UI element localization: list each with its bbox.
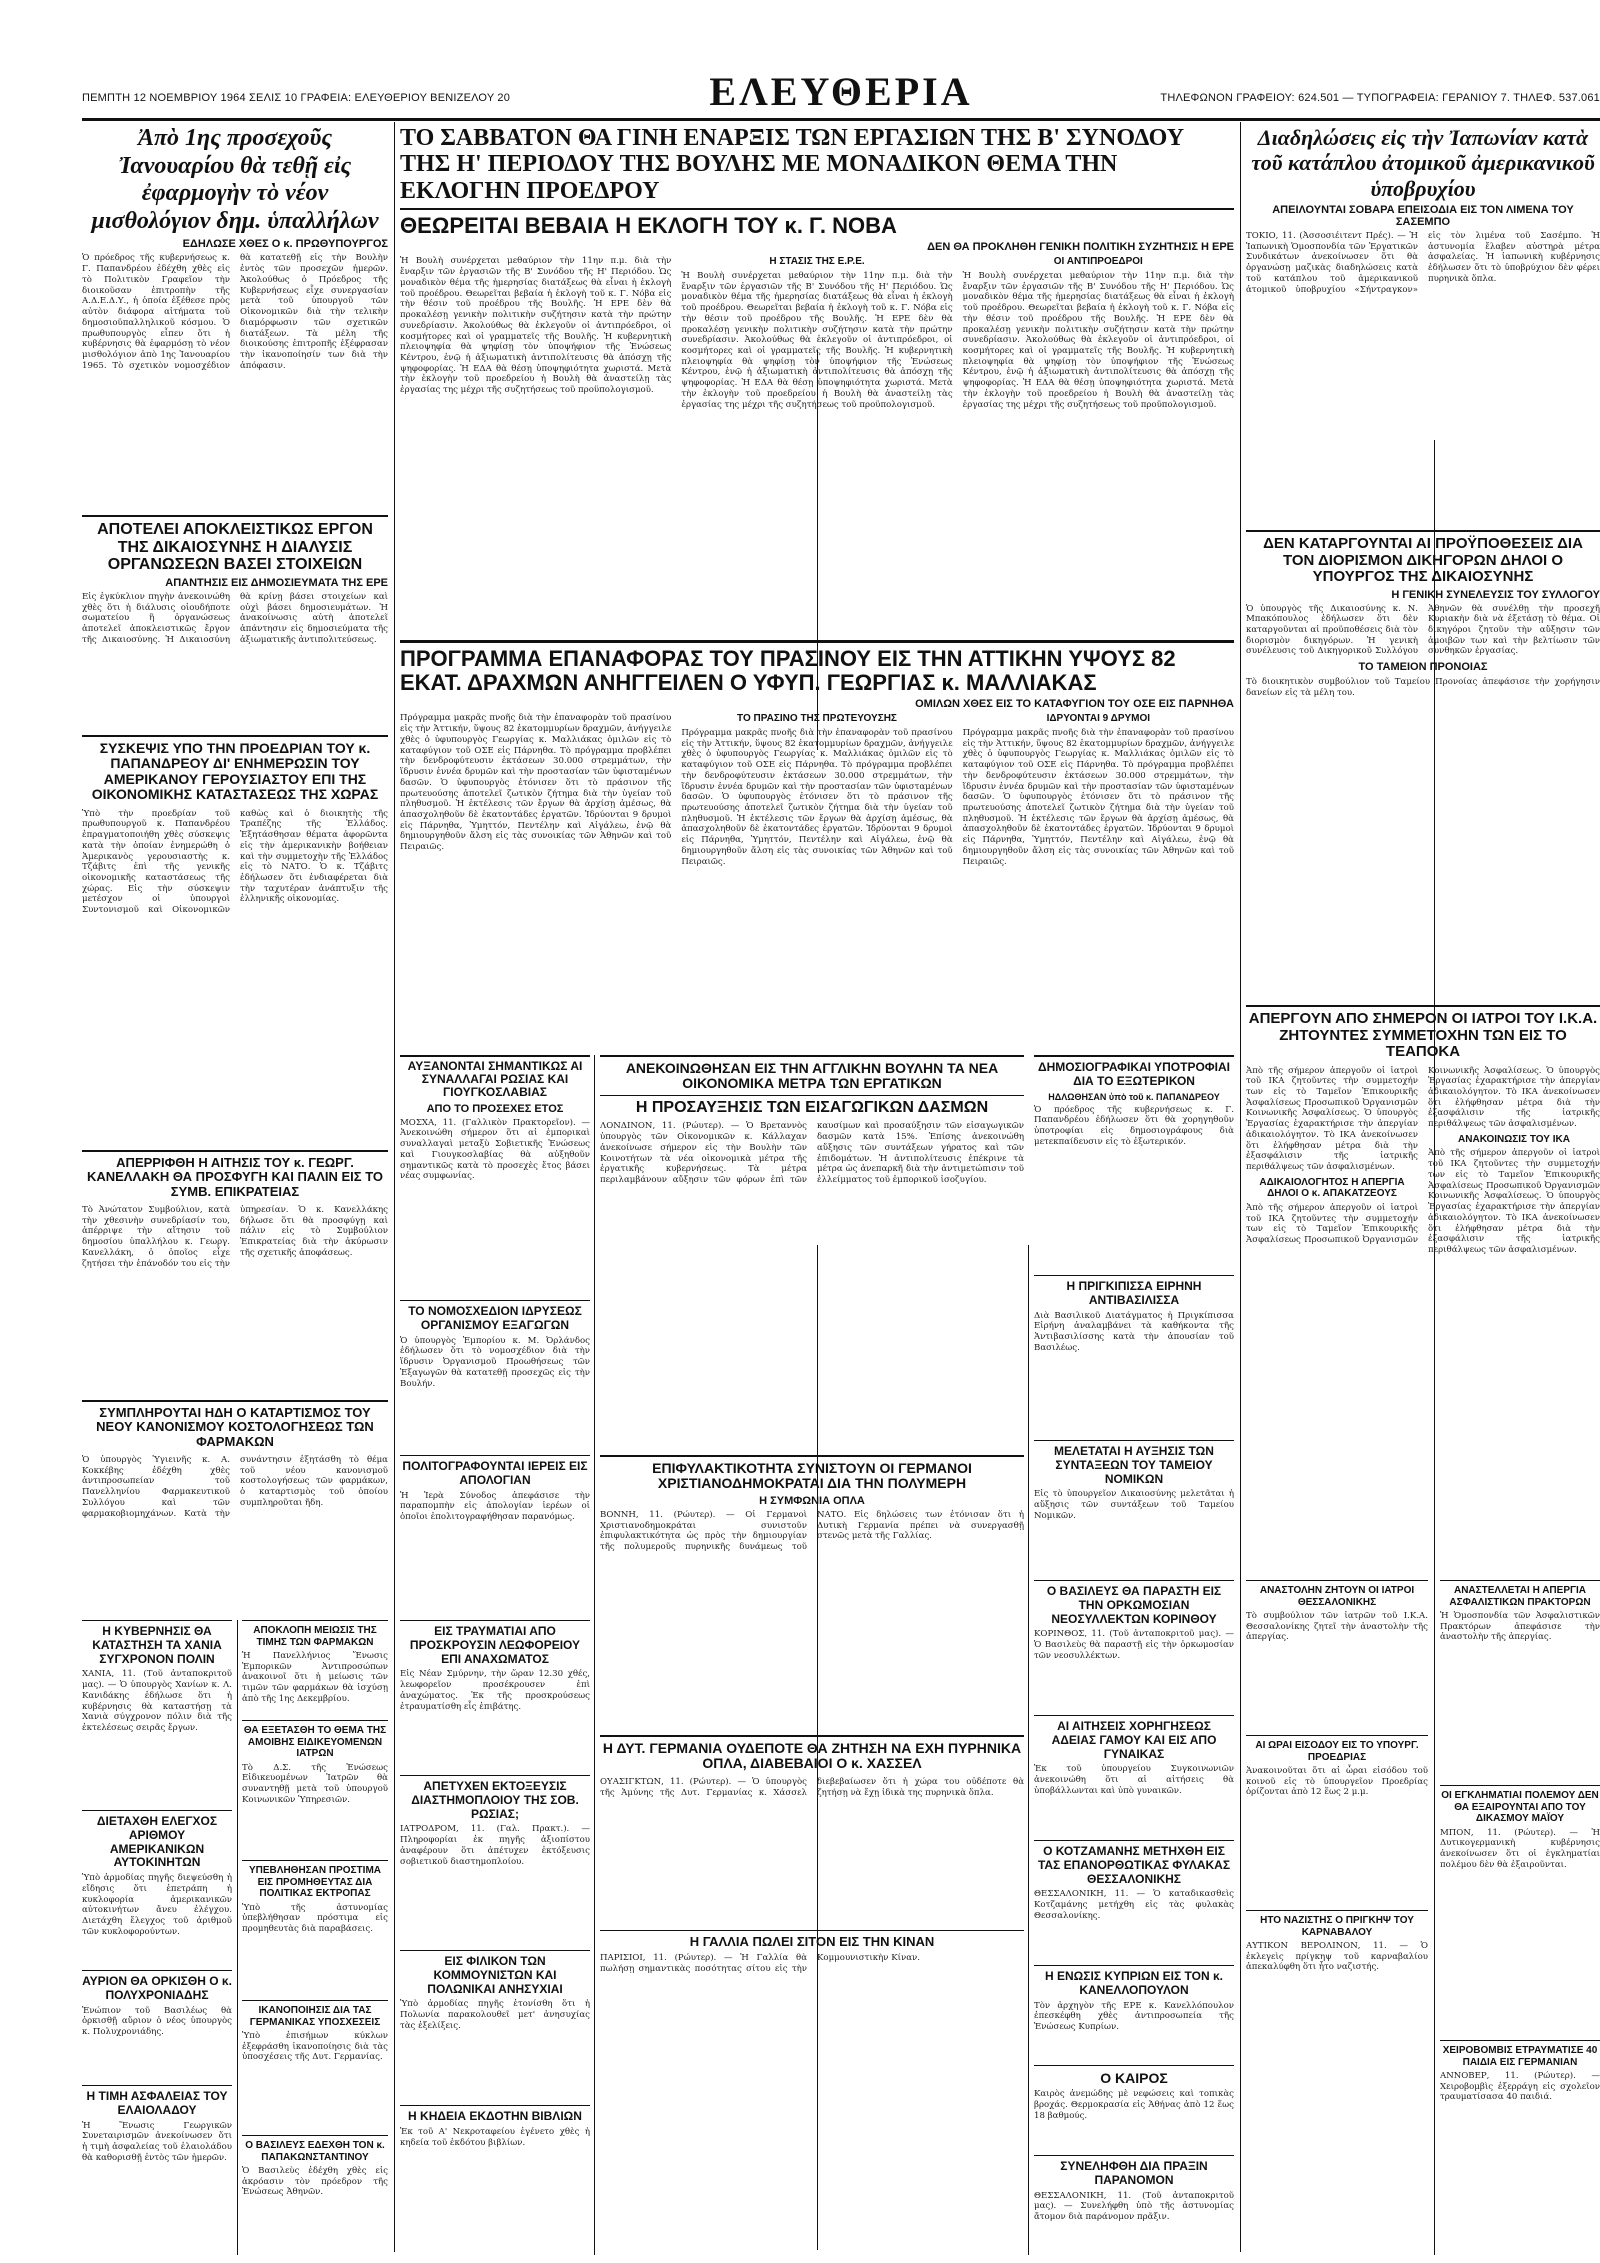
- newspaper-title: ΕΛΕΥΘΕΡΙΑ: [709, 69, 973, 114]
- article-body: Ὑπὸ ἀρμοδίας πηγῆς ἐτονίσθη ὅτι ἡ Πολωνία παρακολουθεῖ μετ' ἀνησυχίας τὰς ἐξελίξεις.: [400, 1999, 590, 2031]
- article-body: Ὁ Βασιλεὺς ἐδέχθη χθὲς εἰς ἀκρόασιν τὸν πρόεδρον τῆς Ἑνώσεως Ἀθηνῶν.: [242, 2166, 388, 2198]
- section-head: ΤΟ ΤΑΜΕΙΟΝ ΠΡΟΝΟΙΑΣ: [1358, 661, 1488, 674]
- article-body: ΛΟΝΔΙΝΟΝ, 11. (Ρώυτερ). — Ὁ Βρεταννὸς ὑπουργὸς τῶν Οἰκονομικῶν κ. Κάλλαχαν ἀνεκοίνωσε σήμερον εἰς τὴν Βουλὴν τῶν Κοινοτήτων τὰ νέα οἰκονομικὰ μέτρα τῆς ἐργατικῆς κυβερνήσεως. Τὰ μέτρα περιλαμβάνουν αὔξησιν τῶν φόρων ἐπὶ τῶν καυσίμων καὶ προσαύξησιν τῶν εἰσαγωγικῶν δασμῶν κατὰ 15%. Ἐπίσης ἀνεκοινώθη αὔξησις τῶν συντάξεων γήρατος καὶ τῶν ἐπιδομάτων. Ἡ ἀντιπολίτευσις ἐπέκρινε τὰ μέτρα ὡς ἀνεπαρκῆ διὰ τὴν ἀντιμετώπισιν τοῦ ἐλλείμματος τοῦ ἐμπορικοῦ ἰσοζυγίου.: [600, 1121, 1024, 1186]
- section-head: ΙΔΡΥΟΝΤΑΙ 9 ΔΡΥΜΟΙ: [1046, 713, 1151, 725]
- article-body: Καιρὸς ἀνεμώδης μὲ νεφώσεις καὶ τοπικὰς βροχάς. Θερμοκρασία εἰς Ἀθήνας ἀπὸ 12 ἕως 18 βαθμούς.: [1034, 2089, 1234, 2121]
- article-body: Ἡ Ἱερὰ Σύνοδος ἀπεφάσισε τὴν παραπομπὴν εἰς ἀπολογίαν ἱερέων οἱ ὁποῖοι ἐπολιτογραφήθησαν παρανόμως.: [400, 1490, 590, 1523]
- article-funeral: [400, 2105, 590, 2256]
- newspaper-page: [82, 70, 1600, 2263]
- article-grenade: [1440, 2040, 1600, 2256]
- headline: ΑΠΟΤΕΛΕΙ ΑΠΟΚΛΕΙΣΤΙΚΩΣ ΕΡΓΟΝ ΤΗΣ ΔΙΚΑΙΟΣΥΝΗΣ Η ΔΙΑΛΥΣΙΣ ΟΡΓΑΝΩΣΕΩΝ ΒΑΣΕΙ ΣΤΟΙΧΕΙΩΝ: [97, 521, 373, 574]
- article-body: Ἡ Ἕνωσις Γεωργικῶν Συνεταιρισμῶν ἀνεκοίνωσεν ὅτι ἡ τιμὴ ἀσφαλείας τοῦ ἐλαιολάδου θὰ καθορισθῇ ἐντὸς τῶν ἡμερῶν.: [82, 2120, 232, 2163]
- article-kotzamanis: [1034, 1840, 1234, 1961]
- headline: ΑΥΡΙΟΝ ΘΑ ΟΡΚΙΣΘΗ Ο κ. ΠΟΛΥΧΡΟΝΙΑΔΗΣ: [82, 1974, 232, 2002]
- headline: ΕΙΣ ΦΙΛΙΚΟΝ ΤΩΝ ΚΟΜΜΟΥΝΙΣΤΩΝ ΚΑΙ ΠΟΛΩΝΙΚΑΙ ΑΝΗΣΥΧΙΑΙ: [427, 1954, 563, 1996]
- article-salary-scale: [82, 125, 388, 510]
- article-body: ΑΝΝΟΒΕΡ, 11. (Ρώυτερ). — Χειροβομβὶς ἐξερράγη εἰς σχολεῖον τραυματίσασα 40 παιδιά.: [1440, 2071, 1600, 2103]
- article-body: ΒΟΝΝΗ, 11. (Ρώυτερ). — Οἱ Γερμανοὶ Χριστιανοδημοκράται συνιστοῦν ἐπιφυλακτικότητα ὡς πρὸς τὴν δημιουργίαν τῆς πολυμεροῦς πυρηνικῆς δυνάμεως τοῦ ΝΑΤΟ. Εἰς δηλώσεις των ἐτόνισαν ὅτι ἡ Δυτικὴ Γερμανία πρέπει νὰ συνεργασθῇ στενῶς μετὰ τῆς Γαλλίας.: [600, 1509, 1024, 1552]
- headline-secondary: Η ΠΡΟΣΑΥΞΗΣΙΣ ΤΩΝ ΕΙΣΑΓΩΓΙΚΩΝ ΔΑΣΜΩΝ: [635, 1098, 989, 1116]
- article-body: ΚΟΡΙΝΘΟΣ, 11. (Τοῦ ἀνταποκριτοῦ μας). — Ὁ Βασιλεὺς θὰ παραστῇ εἰς τὴν ὁρκωμοσίαν τῶν νεοσυλλέκτων.: [1034, 1629, 1234, 1661]
- subheadline: Η ΓΕΝΙΚΗ ΣΥΝΕΛΕΥΣΙΣ ΤΟΥ ΣΥΛΛΟΓΟΥ: [1391, 588, 1600, 601]
- headline: ΘΑ ΕΞΕΤΑΣΘΗ ΤΟ ΘΕΜΑ ΤΗΣ ΑΜΟΙΒΗΣ ΕΙΔΙΚΕΥΟΜΕΝΩΝ ΙΑΤΡΩΝ: [243, 1725, 387, 1759]
- article-body: Ὑπὸ τὴν προεδρίαν τοῦ πρωθυπουργοῦ κ. Παπανδρέου ἐπραγματοποιήθη χθὲς σύσκεψις κατὰ τὴν ὁποίαν ἐνημερώθη ὁ Ἀμερικανὸς γερουσιαστὴς κ. Τζάβιτς ἐπὶ τῆς γενικῆς οἰκονομικῆς καταστάσεως τῆς χώρας. Εἰς τὴν σύσκεψιν μετέσχον οἱ ὑπουργοὶ Συντονισμοῦ καὶ Οἰκονομικῶν καθὼς καὶ ὁ διοικητὴς τῆς Τραπέζης τῆς Ἑλλάδος. Ἐξητάσθησαν θέματα ἀφορῶντα εἰς τὴν ἀμερικανικὴν βοήθειαν καὶ τὴν συμμετοχὴν τῆς Ἑλλάδος εἰς τὸ ΝΑΤΟ. Ὁ κ. Τζάβιτς ἐδήλωσεν ὅτι ἐνδιαφέρεται διὰ τὴν ταχυτέραν ἀνάπτυξιν τῆς ἑλληνικῆς οἰκονομίας.: [82, 808, 388, 916]
- headline: ΧΕΙΡΟΒΟΜΒΙΣ ΕΤΡΑΥΜΑΤΙΣΕ 40 ΠΑΙΔΙΑ ΕΙΣ ΓΕΡΜΑΝΙΑΝ: [1442, 2045, 1598, 2068]
- article-legal-pensions: [1034, 1440, 1234, 1576]
- article-body-2: Ἡ Βουλὴ συνέρχεται μεθαύριον τὴν 11ην π.μ. διὰ τὴν ἔναρξιν τῶν ἐργασιῶν τῆς Β' Συνόδου τῆς Η' Περιόδου. Ὡς μοναδικὸν θέμα τῆς ἡμερησίας διατάξεως θὰ εἶναι ἡ ἐκλογὴ τοῦ προέδρου. Θεωρεῖται βεβαία ἡ ἐκλογὴ τοῦ κ. Γ. Νόβα εἰς τὴν θέσιν τοῦ προέδρου τῆς Βουλῆς. Ἡ ΕΡΕ δὲν θὰ προκαλέσῃ γενικὴν πολιτικὴν συζήτησιν κατὰ τὴν πρώτην συνεδρίασιν. Ἀκολούθως θὰ ἐκλεγοῦν οἱ ἀντιπρόεδροι, οἱ κοσμήτορες καὶ οἱ γραμματεῖς τῆς Βουλῆς. Ἡ κυβερνητικὴ πλειοψηφία θὰ ψηφίσῃ τὸν ὑποψήφιον τῆς Ἑνώσεως Κέντρου, ἐνῷ ἡ ἀξιωματικὴ ἀντιπολίτευσις θὰ ἀπόσχῃ τῆς ψηφοφορίας. Ἡ ΕΔΑ θὰ θέσῃ ὑποψηφιότητα χωριστά. Μετὰ τὴν ἐκλογὴν τοῦ προεδρείου ἡ Βουλὴ θὰ ἀναστείλῃ τὰς ἐργασίας της μέχρι τῆς συζητήσεως τοῦ προϋπολογισμοῦ.: [681, 270, 953, 410]
- article-weather: [1034, 2065, 1234, 2151]
- article-german-cdu: [600, 1455, 1024, 1736]
- article-body: ΧΑΝΙΑ, 11. (Τοῦ ἀνταποκριτοῦ μας). — Ὁ ὑπουργὸς Χανίων κ. Λ. Κανιδάκης ἐδήλωσε ὅτι ἡ κυβέρνησις θὰ καταστήσῃ τὰ Χανιὰ σύγχρονον πόλιν διὰ τῆς ἐκτελέσεως σειρᾶς ἔργων.: [82, 1669, 232, 1734]
- article-oath: [82, 1970, 232, 2081]
- headline: Ο ΒΑΣΙΛΕΥΣ ΕΔΕΧΘΗ ΤΟΝ κ. ΠΑΠΑΚΩΝΣΤΑΝΤΙΝΟΥ: [245, 2140, 385, 2163]
- article-body: Ἐνώπιον τοῦ Βασιλέως θὰ ὁρκισθῇ αὔριον ὁ νέος ὑπουργὸς κ. Πολυχρονιάδης.: [82, 2005, 232, 2038]
- headline: ΑΝΑΣΤΕΛΛΕΤΑΙ Η ΑΠΕΡΓΙΑ ΑΣΦΑΛΙΣΤΙΚΩΝ ΠΡΑΚΤΟΡΩΝ: [1449, 1585, 1591, 1608]
- article-soviet-spacecraft: [400, 1775, 590, 1946]
- article-green-program: [400, 640, 1234, 1057]
- headline: ΑΝΑΣΤΟΛΗΝ ΖΗΤΟΥΝ ΟΙ ΙΑΤΡΟΙ ΘΕΣΣΑΛΟΝΙΚΗΣ: [1259, 1585, 1415, 1608]
- article-body: Εἰς ἐγκύκλιον πηγὴν ἀνεκοινώθη χθὲς ὅτι ἡ διάλυσις οἰουδήποτε σωματείου ἢ ὀργανώσεως ἀποτελεῖ ἀποκλειστικῶς ἔργον τῆς Δικαιοσύνης. Ἡ Δικαιοσύνη θὰ κρίνῃ βάσει στοιχείων καὶ οὐχὶ βάσει δημοσιευμάτων. Ἡ ἀνακοίνωσις αὐτὴ ἀποτελεῖ ἀπάντησιν εἰς δημοσιεύματα τῆς ἀξιωματικῆς ἀντιπολιτεύσεως.: [82, 591, 388, 645]
- article-body: Εἰς Νέαν Σμύρνην, τὴν ὥραν 12.30 χθές, λεωφορεῖον προσέκρουσεν ἐπὶ ἀναχώματος. Ἐκ τῆς προσκρούσεως ἐτραυματίσθη εἷς ἐπιβάτης.: [400, 1669, 590, 1712]
- headline: ΤΟ ΣΑΒΒΑΤΟΝ ΘΑ ΓΙΝΗ ΕΝΑΡΞΙΣ ΤΩΝ ΕΡΓΑΣΙΩΝ ΤΗΣ Β' ΣΥΝΟΔΟΥ ΤΗΣ Η' ΠΕΡΙΟΔΟΥ ΤΗΣ ΒΟΥΛΗΣ ΜΕ ΜΟΝΑΔΙΚΟΝ ΘΕΜΑ ΤΗΝ ΕΚΛΟΓΗΝ ΠΡΟΕΔΡΟΥ: [400, 125, 1185, 204]
- section-head: ΟΙ ΑΝΤΙΠΡΟΕΔΡΟΙ: [1053, 256, 1143, 268]
- headline: ΣΥΜΠΛΗΡΟΥΤΑΙ ΗΔΗ Ο ΚΑΤΑΡΤΙΣΜΟΣ ΤΟΥ ΝΕΟΥ ΚΑΝΟΝΙΣΜΟΥ ΚΟΣΤΟΛΟΓΗΣΕΩΣ ΤΩΝ ΦΑΡΜΑΚΩΝ: [96, 1405, 374, 1449]
- article-france-wheat: [600, 1930, 1024, 2256]
- article-body: ΘΕΣΣΑΛΟΝΙΚΗ, 11. — Ὁ καταδικασθεὶς Κοτζαμάνης μετήχθη εἰς τὰς φυλακὰς Θεσσαλονίκης.: [1034, 1889, 1234, 1921]
- headline: Η ΕΝΩΣΙΣ ΚΥΠΡΙΩΝ ΕΙΣ ΤΟΝ κ. ΚΑΝΕΛΛΟΠΟΥΛΟΝ: [1044, 1969, 1223, 1997]
- article-war-criminals: [1440, 1785, 1600, 2036]
- headline: ΟΙ ΕΓΚΛΗΜΑΤΙΑΙ ΠΟΛΕΜΟΥ ΔΕΝ ΘΑ ΕΞΑΙΡΟΥΝΤΑΙ ΑΠΟ ΤΟΥ ΔΙΚΑΣΜΟΥ ΜΑΪΟΥ: [1441, 1790, 1599, 1824]
- headline: Η ΔΥΤ. ΓΕΡΜΑΝΙΑ ΟΥΔΕΠΟΤΕ ΘΑ ΖΗΤΗΣΗ ΝΑ ΕΧΗ ΠΥΡΗΝΙΚΑ ΟΠΛΑ, ΔΙΑΒΕΒΑΙΟΙ Ο κ. ΧΑΣΣΕΛ: [602, 1740, 1022, 1772]
- article-body-2: Πρόγραμμα μακρᾶς πνοῆς διὰ τὴν ἐπαναφορὰν τοῦ πρασίνου εἰς τὴν Ἀττικήν, ὕψους 82 ἑκατομμυρίων δραχμῶν, ἀνήγγειλε χθὲς ὁ ὑφυπουργὸς Γεωργίας κ. Μαλλιάκας ὁμιλῶν εἰς τὸ καταφύγιον τοῦ ΟΣΕ εἰς Πάρνηθα. Τὸ πρόγραμμα προβλέπει τὴν δενδροφύτευσιν ἐκτάσεων 30.000 στρεμμάτων, τὴν ἵδρυσιν ἐννέα δρυμῶν καὶ τὴν προστασίαν τῶν ὑφισταμένων δασῶν. Ὁ ὑφυπουργὸς ἐτόνισεν ὅτι τὸ πράσινον τῆς πρωτευούσης ἀποτελεῖ ζωτικὸν ζήτημα διὰ τὴν ὑγείαν τοῦ πληθυσμοῦ. Ἡ ἐκτέλεσις τῶν ἔργων θὰ ἀρχίσῃ ἀμέσως, θὰ ἀπασχοληθοῦν δὲ ἑκατοντάδες ἐργατῶν. Ἰδρύονται 9 δρυμοὶ εἰς Πάρνηθα, Ὑμηττόν, Πεντέλην καὶ Αἰγάλεω, ἐνῷ θὰ δημιουργηθοῦν ἄλση εἰς τὰς συνοικίας τῶν Ἀθηνῶν καὶ τοῦ Πειραιῶς.: [681, 727, 953, 867]
- article-body-2: Ἀπὸ τῆς σήμερον ἀπεργοῦν οἱ ἰατροὶ τοῦ ΙΚΑ ζητοῦντες τὴν συμμετοχήν των εἰς τὸ Ταμεῖον Ἐπικουρικῆς Ἀσφαλίσεως Προσωπικοῦ Ὀργανισμῶν Κοινωνικῆς Ἀσφαλίσεως. Ὁ ὑπουργὸς Ἐργασίας ἐχαρακτήρισε τὴν ἀπεργίαν ἀδικαιολόγητον. Τὸ ΙΚΑ ἀνεκοίνωσεν ὅτι ἐλήφθησαν μέτρα διὰ τὴν ἐξασφάλισιν τῆς ἰατρικῆς περιθάλψεως τῶν ἀσφαλισμένων.: [1246, 1065, 1600, 1246]
- article-body: Ὑπὸ ἐπισήμων κύκλων ἐξεφράσθη ἱκανοποίησις διὰ τὰς ὑποσχέσεις τῆς Δυτ. Γερμανίας.: [242, 2031, 388, 2063]
- headline: ΠΡΟΓΡΑΜΜΑ ΕΠΑΝΑΦΟΡΑΣ ΤΟΥ ΠΡΑΣΙΝΟΥ ΕΙΣ ΤΗΝ ΑΤΤΙΚΗΝ ΥΨΟΥΣ 82 ΕΚΑΤ. ΔΡΑΧΜΩΝ ΑΝΗΓΓΕΙΛΕΝ Ο ΥΦΥΠ. ΓΕΩΡΓΙΑΣ κ. ΜΑΛΛΙΑΚΑΣ: [400, 646, 1176, 696]
- article-licences: [1034, 1715, 1234, 1836]
- article-poland: [400, 1950, 590, 2101]
- article-body: Ὁ πρόεδρος τῆς κυβερνήσεως κ. Γ. Παπανδρέου ἐδήλωσεν ὅτι θὰ χορηγηθοῦν ὑποτροφίαι εἰς δημοσιογράφους διὰ μετεκπαίδευσιν εἰς τὸ ἐξωτερικόν.: [1034, 1104, 1234, 1147]
- article-thessaloniki-doctors: [1246, 1580, 1428, 1731]
- article-princess-irene: [1034, 1275, 1234, 1436]
- article-nazi-prince: [1246, 1910, 1428, 2256]
- headline: ΤΟ ΝΟΜΟΣΧΕΔΙΟΝ ΙΔΡΥΣΕΩΣ ΟΡΓΑΝΙΣΜΟΥ ΕΞΑΓΩΓΩΝ: [408, 1304, 582, 1332]
- article-export-org: [400, 1300, 590, 1451]
- article-fines: [242, 1860, 388, 1996]
- subheadline: ΑΠΟ ΤΟ ΠΡΟΣΕΧΕΣ ΕΤΟΣ: [426, 1102, 564, 1115]
- article-hassel: [600, 1735, 1024, 1931]
- headline: ΣΥΝΕΛΗΦΘΗ ΔΙΑ ΠΡΑΞΙΝ ΠΑΡΑΝΟΜΟΝ: [1060, 2159, 1208, 2187]
- article-scholarships: [1034, 1055, 1234, 1272]
- headline: Η ΠΡΙΓΚΙΠΙΣΣΑ ΕΙΡΗΝΗ ΑΝΤΙΒΑΣΙΛΙΣΣΑ: [1066, 1279, 1202, 1307]
- article-body: ΜΟΣΧΑ, 11. (Γαλλικὸν Πρακτορεῖον). — Ἀνεκοινώθη σήμερον ὅτι αἱ ἐμπορικαὶ συναλλαγαὶ μεταξὺ Σοβιετικῆς Ἑνώσεως καὶ Γιουγκοσλαβίας θὰ αὐξηθοῦν σημαντικῶς κατὰ τὸ προσεχὲς ἔτος βάσει νέας συμφωνίας.: [400, 1117, 590, 1182]
- subheadline: ΑΠΕΙΛΟΥΝΤΑΙ ΣΟΒΑΡΑ ΕΠΕΙΣΟΔΙΑ ΕΙΣ ΤΟΝ ΛΙΜΕΝΑ ΤΟΥ ΣΑΣΕΜΠΟ: [1272, 203, 1574, 228]
- masthead-phones: ΤΗΛΕΦΩΝΟΝ ΓΡΑΦΕΙΟΥ: 624.501 — ΤΥΠΟΓΡΑΦΕΙΑ: ΓΕΡΑΝΙΟΥ 7. ΤΗΛΕΦ. 537.061: [1160, 92, 1600, 104]
- subheadline: ΟΜΙΛΩΝ ΧΘΕΣ ΕΙΣ ΤΟ ΚΑΤΑΦΥΓΙΟΝ ΤΟΥ ΟΣΕ ΕΙΣ ΠΑΡΝΗΘΑ: [915, 698, 1234, 711]
- article-ministry-hours: [1246, 1735, 1428, 1906]
- headline: Ἀπὸ 1ης προσεχοῦς Ἰανουαρίου θὰ τεθῇ εἰς ἐφαρμογὴν τὸ νέον μισθολόγιον δημ. ὑπαλλήλων: [91, 125, 379, 234]
- headline: Η ΚΗΔΕΙΑ ΕΚΔΟΤΗΝ ΒΙΒΛΙΩΝ: [408, 2109, 582, 2123]
- headline: ΙΚΑΝΟΠΟΙΗΣΙΣ ΔΙΑ ΤΑΣ ΓΕΡΜΑΝΙΚΑΣ ΥΠΟΣΧΕΣΕΙΣ: [249, 2005, 381, 2028]
- headline: ΑΠΕΡΓΟΥΝ ΑΠΟ ΣΗΜΕΡΟΝ ΟΙ ΙΑΤΡΟΙ ΤΟΥ Ι.Κ.Α. ΖΗΤΟΥΝΤΕΣ ΣΥΜΜΕΤΟΧΗΝ ΤΩΝ ΕΙΣ ΤΟ ΤΕΑΠΟΚΑ: [1248, 1010, 1598, 1060]
- article-body: Ἐκ τοῦ ὑπουργείου Συγκοινωνιῶν ἀνεκοινώθη ὅτι αἱ αἰτήσεις θὰ ὑποβάλλωνται καὶ ὑπὸ γυναικῶν.: [1034, 1764, 1234, 1796]
- headline: ΔΙΕΤΑΧΘΗ ΕΛΕΓΧΟΣ ΑΡΙΘΜΟΥ ΑΜΕΡΙΚΑΝΙΚΩΝ ΑΥΤΟΚΙΝΗΤΩΝ: [96, 1814, 218, 1870]
- article-body: Ὁ πρόεδρος τῆς κυβερνήσεως κ. Γ. Παπανδρέου ἐδέχθη χθὲς εἰς τὸ Πολιτικὸν Γραφεῖον τὴν διοικοῦσαν ἐπιτροπὴν τῆς Α.Δ.Ε.Δ.Υ., ἡ ὁποία ἐξέθεσε πρὸς αὐτὸν διάφορα αἰτήματα τοῦ δημοσιοϋπαλληλικοῦ κόσμου. Ὁ πρωθυπουργὸς εἶπεν ὅτι ἡ κυβέρνησις θὰ ἐφαρμόσῃ τὸ νέον μισθολόγιον ἀπὸ 1ης Ἰανουαρίου 1965. Τὸ σχετικὸν νομοσχέδιον θὰ κατατεθῇ εἰς τὴν Βουλὴν ἐντὸς τῶν προσεχῶν ἡμερῶν. Ἀκολούθως ὁ Πρόεδρος τῆς Κυβερνήσεως εἶχε συνεργασίαν μετὰ τοῦ ὑπουργοῦ τῶν Οἰκονομικῶν διὰ τὴν τελικὴν διαμόρφωσιν τῶν σχετικῶν διατάξεων. Τὰ μέλη τῆς διοικούσης ἐπιτροπῆς ἐξέφρασαν τὴν ἱκανοποίησίν των διὰ τὴν ἀπόφασιν.: [82, 253, 388, 371]
- headline: Διαδηλώσεις εἰς τὴν Ἰαπωνίαν κατὰ τοῦ κατάπλου ἀτομικοῦ ἀμερικανικοῦ ὑποβρυχίου: [1251, 125, 1595, 201]
- subheadline: ΗΔΛΩΘΗΣΑΝ ὑπὸ τοῦ κ. ΠΑΠΑΝΔΡΕΟΥ: [1048, 1091, 1220, 1102]
- article-japan-protests: [1246, 125, 1600, 525]
- subheadline: Η ΣΥΜΦΩΝΙΑ ΟΠΛΑ: [759, 1494, 865, 1507]
- article-body: ΜΠΟΝ, 11. (Ρώυτερ). — Ἡ Δυτικογερμανικὴ κυβέρνησις ἀνεκοίνωσεν ὅτι οἱ ἐγκληματίαι πολέμου δὲν θὰ ἐξαιροῦνται.: [1440, 1827, 1600, 1870]
- article-body: Πρόγραμμα μακρᾶς πνοῆς διὰ τὴν ἐπαναφορὰν τοῦ πρασίνου εἰς τὴν Ἀττικήν, ὕψους 82 ἑκατομμυρίων δραχμῶν, ἀνήγγειλε χθὲς ὁ ὑφυπουργὸς Γεωργίας κ. Μαλλιάκας ὁμιλῶν εἰς τὸ καταφύγιον τοῦ ΟΣΕ εἰς Πάρνηθα. Τὸ πρόγραμμα προβλέπει τὴν δενδροφύτευσιν ἐκτάσεων 30.000 στρεμμάτων, τὴν ἵδρυσιν ἐννέα δρυμῶν καὶ τὴν προστασίαν τῶν ὑφισταμένων δασῶν. Ὁ ὑφυπουργὸς ἐτόνισεν ὅτι τὸ πράσινον τῆς πρωτευούσης ἀποτελεῖ ζωτικὸν ζήτημα διὰ τὴν ὑγείαν τοῦ πληθυσμοῦ. Ἡ ἐκτέλεσις τῶν ἔργων θὰ ἀρχίσῃ ἀμέσως, θὰ ἀπασχοληθοῦν δὲ ἑκατοντάδες ἐργατῶν. Ἰδρύονται 9 δρυμοὶ εἰς Πάρνηθα, Ὑμηττόν, Πεντέλην καὶ Αἰγάλεω, ἐνῷ θὰ δημιουργηθοῦν ἄλση εἰς τὰς συνοικίας τῶν Ἀθηνῶν καὶ τοῦ Πειραιῶς.: [400, 713, 672, 853]
- article-body: ΤΟΚΙΟ, 11. (Ἀσσοσιέιτεντ Πρές). — Ἡ Ἰαπωνικὴ Ὁμοσπονδία τῶν Ἐργατικῶν Συνδικάτων ἀνεκοίνωσεν ὅτι θὰ ὀργανώσῃ μαζικὰς διαδηλώσεις κατὰ τοῦ κατάπλου τοῦ ἀμερικανικοῦ ἀτομικοῦ ὑποβρυχίου «Σήντραγκον» εἰς τὸν λιμένα τοῦ Σασέμπο. Ἡ ἀστυνομία ἔλαβεν αὐστηρὰ μέτρα ἀσφαλείας. Ἡ ἰαπωνικὴ κυβέρνησις ἐδήλωσεν ὅτι τὸ ὑποβρύχιον δὲν φέρει πυρηνικὰ ὅπλα.: [1246, 230, 1600, 295]
- article-body: Τὸ Ἀνώτατον Συμβούλιον, κατὰ τὴν χθεσινὴν συνεδρίασίν του, ἀπέρριψε τὴν αἴτησιν τοῦ δημοσίου ὑπαλλήλου κ. Γεωργ. Κανελλάκη, ὁ ὁποῖος εἶχε ζητήσει τὴν ἐπάνοδόν του εἰς τὴν ὑπηρεσίαν. Ὁ κ. Κανελλάκης δήλωσε ὅτι θὰ προσφύγῃ καὶ πάλιν εἰς τὸ Συμβούλιον Ἐπικρατείας διὰ τὴν ἀκύρωσιν τῆς σχετικῆς ἀποφάσεως.: [82, 1204, 388, 1269]
- article-german-promises: [242, 2000, 388, 2131]
- headline: Η ΤΙΜΗ ΑΣΦΑΛΕΙΑΣ ΤΟΥ ΕΛΑΙΟΛΑΔΟΥ: [86, 2089, 228, 2117]
- masthead-date-address: ΠΕΜΠΤΗ 12 ΝΟΕΜΒΡΙΟΥ 1964 ΣΕΛΙΣ 10 ΓΡΑΦΕΙΑ: ΕΛΕΥΘΕΡΙΟΥ ΒΕΝΙΖΕΛΟΥ 20: [82, 92, 511, 104]
- article-papandreou-meeting: [82, 735, 388, 1151]
- article-american-cars: [82, 1810, 232, 1966]
- section-head: ΑΝΑΚΟΙΝΩΣΙΣ ΤΟΥ ΙΚΑ: [1458, 1133, 1570, 1145]
- article-body: ΠΑΡΙΣΙΟΙ, 11. (Ρώυτερ). — Ἡ Γαλλία θὰ πωλήσῃ σημαντικὰς ποσότητας σίτου εἰς τὴν Κομμουνιστικὴν Κίναν.: [600, 1952, 920, 1974]
- article-kanellakis: [82, 1150, 388, 1401]
- article-body: ΑΥΤΙΚΟΝ ΒΕΡΟΛΙΝΟΝ, 11. — Ὁ ἐκλεγεὶς πρίγκηψ τοῦ καρναβαλίου ἀπεκαλύφθη ὅτι ἦτο ναζιστής.: [1246, 1941, 1428, 1973]
- headline: ΑΠΕΤΥΧΕΝ ΕΚΤΟΞΕΥΣΙΣ ΔΙΑΣΤΗΜΟΠΛΟΙΟΥ ΤΗΣ ΣΟΒ. ΡΩΣΙΑΣ;: [411, 1779, 579, 1821]
- article-russia-yugoslavia: [400, 1055, 590, 1300]
- headline: ΣΥΣΚΕΨΙΣ ΥΠΟ ΤΗΝ ΠΡΟΕΔΡΙΑΝ ΤΟΥ κ. ΠΑΠΑΝΔΡΕΟΥ ΔΙ' ΕΝΗΜΕΡΩΣΙΝ ΤΟΥ ΑΜΕΡΙΚΑΝΟΥ ΓΕΡΟΥΣΙΑΣΤΟΥ ΕΠΙ ΤΗΣ ΟΙΚΟΝΟΜΙΚΗΣ ΚΑΤΑΣΤΑΣΕΩΣ ΤΗΣ ΧΩΡΑΣ: [91, 740, 379, 803]
- headline: ΑΥΞΑΝΟΝΤΑΙ ΣΗΜΑΝΤΙΚΩΣ ΑΙ ΣΥΝΑΛΛΑΓΑΙ ΡΩΣΙΑΣ ΚΑΙ ΓΙΟΥΓΚΟΣΛΑΒΙΑΣ: [407, 1059, 583, 1100]
- section-head: ΑΔΙΚΑΙΟΛΟΓΗΤΟΣ Η ΑΠΕΡΓΙΑ ΔΗΛΟΙ Ο κ. ΑΠΑΚΑΤΖΕΟΥΣ: [1259, 1176, 1405, 1200]
- section-head: ΤΟ ΠΡΑΣΙΝΟ ΤΗΣ ΠΡΩΤΕΥΟΥΣΗΣ: [737, 713, 897, 725]
- subheadline: ΕΔΗΛΩΣΕ ΧΘΕΣ Ο κ. ΠΡΩΘΥΠΟΥΡΓΟΣ: [182, 238, 388, 251]
- headline: ΕΙΣ ΤΡΑΥΜΑΤΙΑΙ ΑΠΟ ΠΡΟΣΚΡΟΥΣΙΝ ΛΕΩΦΟΡΕΙΟΥ ΕΠΙ ΑΝΑΧΩΜΑΤΟΣ: [409, 1624, 581, 1666]
- section-head: Η ΣΤΑΣΙΣ ΤΗΣ Ε.Ρ.Ε.: [769, 256, 865, 268]
- article-body: Τὸν ἀρχηγὸν τῆς ΕΡΕ κ. Κανελλόπουλον ἐπεσκέφθη χθὲς ἀντιπροσωπεία τῆς Ἑνώσεως Κυπρίων.: [1034, 2000, 1234, 2033]
- article-body: Ἡ Πανελλήνιος Ἕνωσις Ἐμπορικῶν Ἀντιπροσώπων ἀνακοινοῖ ὅτι ἡ μείωσις τῶν τιμῶν τῶν φαρμάκων θὰ ἰσχύσῃ ἀπὸ τῆς 1ης Δεκεμβρίου.: [242, 1651, 388, 1704]
- article-body: Ὑπὸ ἁρμοδίας πηγῆς διεψεύσθη ἡ εἴδησις ὅτι ἐπετράπη ἡ κυκλοφορία ἀμερικανικῶν αὐτοκινήτων ἄνευ ἐλέγχου. Διετάχθη ἔλεγχος τοῦ ἀριθμοῦ τῶν κυκλοφορούντων.: [82, 1873, 232, 1937]
- headline: ΗΤΟ ΝΑΖΙΣΤΗΣ Ο ΠΡΙΓΚΗΨ ΤΟΥ ΚΑΡΝΑΒΑΛΟΥ: [1260, 1915, 1414, 1938]
- article-body-3: Ἡ Βουλὴ συνέρχεται μεθαύριον τὴν 11ην π.μ. διὰ τὴν ἔναρξιν τῶν ἐργασιῶν τῆς Β' Συνόδου τῆς Η' Περιόδου. Ὡς μοναδικὸν θέμα τῆς ἡμερησίας διατάξεως θὰ εἶναι ἡ ἐκλογὴ τοῦ προέδρου. Θεωρεῖται βεβαία ἡ ἐκλογὴ τοῦ κ. Γ. Νόβα εἰς τὴν θέσιν τοῦ προέδρου τῆς Βουλῆς. Ἡ ΕΡΕ δὲν θὰ προκαλέσῃ γενικὴν πολιτικὴν συζήτησιν κατὰ τὴν πρώτην συνεδρίασιν. Ἀκολούθως θὰ ἐκλεγοῦν οἱ ἀντιπρόεδροι, οἱ κοσμήτορες καὶ οἱ γραμματεῖς τῆς Βουλῆς. Ἡ κυβερνητικὴ πλειοψηφία θὰ ψηφίσῃ τὸν ὑποψήφιον τῆς Ἑνώσεως Κέντρου, ἐνῷ ἡ ἀξιωματικὴ ἀντιπολίτευσις θὰ ἀπόσχῃ τῆς ψηφοφορίας. Ἡ ΕΔΑ θὰ θέσῃ ὑποψηφιότητα χωριστά. Μετὰ τὴν ἐκλογὴν τοῦ προεδρείου ἡ Βουλὴ θὰ ἀναστείλῃ τὰς ἐργασίας της μέχρι τῆς συζητήσεως τοῦ προϋπολογισμοῦ.: [962, 270, 1234, 410]
- headline: ΕΠΙΦΥΛΑΚΤΙΚΟΤΗΤΑ ΣΥΝΙΣΤΟΥΝ ΟΙ ΓΕΡΜΑΝΟΙ ΧΡΙΣΤΙΑΝΟΔΗΜΟΚΡΑΤΑΙ ΔΙΑ ΤΗΝ ΠΟΛΥΜΕΡΗ: [652, 1460, 972, 1492]
- article-cypriots: [1034, 1965, 1234, 2061]
- article-priests: [400, 1455, 590, 1616]
- article-body-2: Τὸ διοικητικὸν συμβούλιον τοῦ Ταμείου Προνοίας ἀπεφάσισε τὴν χορήγησιν δανείων εἰς τὰ μέλη του.: [1246, 676, 1600, 698]
- article-body-3: Ἀπὸ τῆς σήμερον ἀπεργοῦν οἱ ἰατροὶ τοῦ ΙΚΑ ζητοῦντες τὴν συμμετοχήν των εἰς τὸ Ταμεῖον Ἐπικουρικῆς Ἀσφαλίσεως Προσωπικοῦ Ὀργανισμῶν Κοινωνικῆς Ἀσφαλίσεως. Ὁ ὑπουργὸς Ἐργασίας ἐχαρακτήρισε τὴν ἀπεργίαν ἀδικαιολόγητον. Τὸ ΙΚΑ ἀνεκοίνωσεν ὅτι ἐλήφθησαν μέτρα διὰ τὴν ἐξασφάλισιν τῆς ἰατρικῆς περιθάλψεως τῶν ἀσφαλισμένων.: [1428, 1148, 1600, 1256]
- headline: Ο ΒΑΣΙΛΕΥΣ ΘΑ ΠΑΡΑΣΤΗ ΕΙΣ ΤΗΝ ΟΡΚΩΜΟΣΙΑΝ ΝΕΟΣΥΛΛΕΚΤΩΝ ΚΟΡΙΝΘΟΥ: [1046, 1584, 1222, 1626]
- headline: ΑΙ ΩΡΑΙ ΕΙΣΟΔΟΥ ΕΙΣ ΤΟ ΥΠΟΥΡΓ. ΠΡΟΕΔΡΙΑΣ: [1255, 1740, 1419, 1763]
- masthead: [82, 70, 1600, 121]
- article-olive-oil: [82, 2085, 232, 2256]
- headline: ΠΟΛΙΤΟΓΡΑΦΟΥΝΤΑΙ ΙΕΡΕΙΣ ΕΙΣ ΑΠΟΛΟΓΙΑΝ: [402, 1459, 588, 1487]
- article-justice-dissolution: [82, 515, 388, 736]
- article-body: Ὑπὸ τῆς ἀστυνομίας ὑπεβλήθησαν πρόστιμα εἰς προμηθευτὰς διὰ παραβάσεις.: [242, 1902, 388, 1934]
- article-body: ΙΑΤΡΟΔΡΟΜ, 11. (Γαλ. Πρακτ.). — Πληροφορίαι ἐκ πηγῆς ἀξιοπίστου ἀναφέρουν ὅτι ἀπέτυχεν ἐκτόξευσις σοβιετικοῦ διαστημοπλοίου.: [400, 1824, 590, 1867]
- article-body: Τὸ συμβούλιον τῶν ἰατρῶν τοῦ Ι.Κ.Α. Θεσσαλονίκης ζητεῖ τὴν ἀναστολὴν τῆς ἀπεργίας.: [1246, 1611, 1428, 1643]
- article-drug-pricing: [82, 1400, 388, 1621]
- subheadline: ΔΕΝ ΘΑ ΠΡΟΚΛΗΘΗ ΓΕΝΙΚΗ ΠΟΛΙΤΙΚΗ ΣΥΖΗΤΗΣΙΣ Η ΕΡΕ: [927, 241, 1234, 254]
- article-body: Διὰ Βασιλικοῦ Διατάγματος ἡ Πριγκίπισσα Εἰρήνη ἀναλαμβάνει τὰ καθήκοντα τῆς Ἀντιβασιλίσσης κατὰ τὴν ἀπουσίαν τοῦ Βασιλέως.: [1034, 1310, 1234, 1353]
- article-body: Ἐκ τοῦ Α' Νεκροταφείου ἐγένετο χθὲς ἡ κηδεία τοῦ ἐκδότου βιβλίων.: [400, 2126, 590, 2148]
- article-drug-price-reduction: [242, 1620, 388, 1716]
- article-doctors-pay: [242, 1720, 388, 1856]
- article-body: Ἀπὸ τῆς σήμερον ἀπεργοῦν οἱ ἰατροὶ τοῦ ΙΚΑ ζητοῦντες τὴν συμμετοχήν των εἰς τὸ Ταμεῖον Ἐπικουρικῆς Ἀσφαλίσεως Προσωπικοῦ Ὀργανισμῶν Κοινωνικῆς Ἀσφαλίσεως. Ὁ ὑπουργὸς Ἐργασίας ἐχαρακτήρισε τὴν ἀπεργίαν ἀδικαιολόγητον. Τὸ ΙΚΑ ἀνεκοίνωσεν ὅτι ἐλήφθησαν μέτρα διὰ τὴν ἐξασφάλισιν τῆς ἰατρικῆς περιθάλψεως τῶν ἀσφαλισμένων.: [1246, 1065, 1418, 1173]
- article-chania: [82, 1620, 232, 1806]
- headline: ΑΙ ΑΙΤΗΣΕΙΣ ΧΟΡΗΓΗΣΕΩΣ ΑΔΕΙΑΣ ΓΑΜΟΥ ΚΑΙ ΕΙΣ ΑΠΟ ΓΥΝΑΙΚΑΣ: [1051, 1719, 1217, 1761]
- headline: Ο ΚΑΙΡΟΣ: [1100, 2070, 1168, 2086]
- article-body: Τὸ Δ.Σ. τῆς Ἑνώσεως Εἰδικευομένων Ἰατρῶν θὰ συναντηθῇ μετὰ τοῦ ὑπουργοῦ Κοινωνικῶν Ὑπηρεσιῶν.: [242, 1762, 388, 1805]
- article-body: Ὁ ὑπουργὸς Ὑγιεινῆς κ. Α. Κοκκέβης ἐδέχθη χθὲς ἀντιπροσωπείαν τοῦ Πανελληνίου Φαρμακευτικοῦ Συλλόγου καὶ τῶν φαρμακοβιομηχάνων. Κατὰ τὴν συνάντησιν ἐξητάσθη τὸ θέμα τοῦ νέου κανονισμοῦ κοστολογήσεως τῶν φαρμάκων, ὁ καταρτισμὸς τοῦ ὁποίου συμπληροῦται ἤδη.: [82, 1454, 388, 1519]
- headline: ΥΠΕΒΛΗΘΗΣΑΝ ΠΡΟΣΤΙΜΑ ΕΙΣ ΠΡΟΜΗΘΕΥΤΑΣ ΔΙΑ ΠΟΛΙΤΙΚΑΣ ΕΚΤΡΟΠΑΣ: [248, 1865, 381, 1899]
- article-king-received: [242, 2135, 388, 2256]
- headline: Η ΓΑΛΛΙΑ ΠΩΛΕΙ ΣΙΤΟΝ ΕΙΣ ΤΗΝ ΚΙΝΑΝ: [689, 1934, 935, 1949]
- headline: ΑΠΕΡΡΙΦΘΗ Η ΑΙΤΗΣΙΣ ΤΟΥ κ. ΓΕΩΡΓ. ΚΑΝΕΛΛΑΚΗ ΘΑ ΠΡΟΣΦΥΓΗ ΚΑΙ ΠΑΛΙΝ ΕΙΣ ΤΟ ΣΥΜΒ. ΕΠΙΚΡΑΤΕΙΑΣ: [86, 1155, 384, 1199]
- article-parliament-session: [400, 125, 1234, 635]
- article-ika-strike: [1246, 1005, 1600, 1581]
- article-bus-crash: [400, 1620, 590, 1771]
- article-body-3: Πρόγραμμα μακρᾶς πνοῆς διὰ τὴν ἐπαναφορὰν τοῦ πρασίνου εἰς τὴν Ἀττικήν, ὕψους 82 ἑκατομμυρίων δραχμῶν, ἀνήγγειλε χθὲς ὁ ὑφυπουργὸς Γεωργίας κ. Μαλλιάκας ὁμιλῶν εἰς τὸ καταφύγιον τοῦ ΟΣΕ εἰς Πάρνηθα. Τὸ πρόγραμμα προβλέπει τὴν δενδροφύτευσιν ἐκτάσεων 30.000 στρεμμάτων, τὴν ἵδρυσιν ἐννέα δρυμῶν καὶ τὴν προστασίαν τῶν ὑφισταμένων δασῶν. Ὁ ὑφυπουργὸς ἐτόνισεν ὅτι τὸ πράσινον τῆς πρωτευούσης ἀποτελεῖ ζωτικὸν ζήτημα διὰ τὴν ὑγείαν τοῦ πληθυσμοῦ. Ἡ ἐκτέλεσις τῶν ἔργων θὰ ἀρχίσῃ ἀμέσως, θὰ ἀπασχοληθοῦν δὲ ἑκατοντάδες ἐργατῶν. Ἰδρύονται 9 δρυμοὶ εἰς Πάρνηθα, Ὑμηττόν, Πεντέλην καὶ Αἰγάλεω, ἐνῷ θὰ δημιουργηθοῦν ἄλση εἰς τὰς συνοικίας τῶν Ἀθηνῶν καὶ τοῦ Πειραιῶς.: [962, 727, 1234, 867]
- headline: ΔΕΝ ΚΑΤΑΡΓΟΥΝΤΑΙ ΑΙ ΠΡΟΫΠΟΘΕΣΕΙΣ ΔΙΑ ΤΟΝ ΔΙΟΡΙΣΜΟΝ ΔΙΚΗΓΟΡΩΝ ΔΗΛΟΙ Ο ΥΠΟΥΡΓΟΣ ΤΗΣ ΔΙΚΑΙΟΣΥΝΗΣ: [1263, 535, 1583, 585]
- article-body: Ὁ ὑπουργὸς Ἐμπορίου κ. Μ. Ὀρλάνδος ἐδήλωσεν ὅτι τὸ νομοσχέδιον διὰ τὴν ἵδρυσιν Ὀργανισμοῦ Προωθήσεως τῶν Ἐξαγωγῶν θὰ κατατεθῇ προσεχῶς εἰς τὴν Βουλήν.: [400, 1335, 590, 1389]
- headline-secondary: ΘΕΩΡΕΙΤΑΙ ΒΕΒΑΙΑ Η ΕΚΛΟΓΗ ΤΟΥ κ. Γ. ΝΟΒΑ: [400, 213, 897, 239]
- article-body: ΘΕΣΣΑΛΟΝΙΚΗ, 11. (Τοῦ ἀνταποκριτοῦ μας). — Συνελήφθη ὑπὸ τῆς ἀστυνομίας ἄτομον διὰ παράνομον πρᾶξιν.: [1034, 2190, 1234, 2223]
- article-body: Ἀνακοινοῦται ὅτι αἱ ὧραι εἰσόδου τοῦ κοινοῦ εἰς τὸ ὑπουργεῖον Προεδρίας ὁρίζονται ἀπὸ 12 ἕως 2 μ.μ.: [1246, 1766, 1428, 1798]
- article-british-measures: [600, 1055, 1024, 1456]
- headline: ΑΝΕΚΟΙΝΩΘΗΣΑΝ ΕΙΣ ΤΗΝ ΑΓΓΛΙΚΗΝ ΒΟΥΛΗΝ ΤΑ ΝΕΑ ΟΙΚΟΝΟΜΙΚΑ ΜΕΤΡΑ ΤΩΝ ΕΡΓΑΤΙΚΩΝ: [625, 1060, 999, 1092]
- article-body: ΟΥΑΣΙΓΚΤΩΝ, 11. (Ρώυτερ). — Ὁ ὑπουργὸς τῆς Ἀμύνης τῆς Δυτ. Γερμανίας κ. Χάσσελ διεβεβαίωσεν ὅτι ἡ χώρα του οὐδέποτε θὰ ζητήσῃ νὰ ἔχῃ ἰδικὰ της πυρηνικὰ ὅπλα.: [600, 1776, 1024, 1798]
- article-body: Ὁ ὑπουργὸς τῆς Δικαιοσύνης κ. Ν. Μπακόπουλος ἐδήλωσεν ὅτι δὲν καταργοῦνται αἱ προϋποθέσεις διὰ τὸν διορισμὸν δικηγόρων. Ἡ γενικὴ συνέλευσις τοῦ Δικηγορικοῦ Συλλόγου Ἀθηνῶν θὰ συνέλθῃ τὴν προσεχῆ Κυριακὴν διὰ νὰ ἐξετάσῃ τὸ θέμα. Οἱ δικηγόροι ζητοῦν τὴν αὔξησιν τῶν ἀμοιβῶν των καὶ τὴν βελτίωσιν τῶν συνθηκῶν ἐργασίας.: [1246, 603, 1600, 657]
- article-arrest: [1034, 2155, 1234, 2256]
- headline: Η ΚΥΒΕΡΝΗΣΙΣ ΘΑ ΚΑΤΑΣΤΗΣΗ ΤΑ ΧΑΝΙΑ ΣΥΓΧΡΟΝΟΝ ΠΟΛΙΝ: [92, 1624, 222, 1666]
- article-lawyers: [1246, 530, 1600, 1006]
- headline: ΔΗΜΟΣΙΟΓΡΑΦΙΚΑΙ ΥΠΟΤΡΟΦΙΑΙ ΔΙΑ ΤΟ ΕΞΩΤΕΡΙΚΟΝ: [1038, 1060, 1230, 1088]
- headline: ΜΕΛΕΤΑΤΑΙ Η ΑΥΞΗΣΙΣ ΤΩΝ ΣΥΝΤΑΞΕΩΝ ΤΟΥ ΤΑΜΕΙΟΥ ΝΟΜΙΚΩΝ: [1054, 1444, 1214, 1486]
- article-body: Ἡ Ὁμοσπονδία τῶν Ἀσφαλιστικῶν Πρακτόρων ἀπεφάσισε τὴν ἀναστολὴν τῆς ἀπεργίας.: [1440, 1611, 1600, 1643]
- article-body: Εἰς τὸ ὑπουργεῖον Δικαιοσύνης μελετᾶται ἡ αὔξησις τῶν συντάξεων τοῦ Ταμείου Νομικῶν.: [1034, 1489, 1234, 1521]
- subheadline: ΑΠΑΝΤΗΣΙΣ ΕΙΣ ΔΗΜΟΣΙΕΥΜΑΤΑ ΤΗΣ ΕΡΕ: [165, 576, 388, 589]
- article-king-oath: [1034, 1580, 1234, 1711]
- article-body: Ἡ Βουλὴ συνέρχεται μεθαύριον τὴν 11ην π.μ. διὰ τὴν ἔναρξιν τῶν ἐργασιῶν τῆς Β' Συνόδου τῆς Η' Περιόδου. Ὡς μοναδικὸν θέμα τῆς ἡμερησίας διατάξεως θὰ εἶναι ἡ ἐκλογὴ τοῦ προέδρου. Θεωρεῖται βεβαία ἡ ἐκλογὴ τοῦ κ. Γ. Νόβα εἰς τὴν θέσιν τοῦ προέδρου τῆς Βουλῆς. Ἡ ΕΡΕ δὲν θὰ προκαλέσῃ γενικὴν πολιτικὴν συζήτησιν κατὰ τὴν πρώτην συνεδρίασιν. Ἀκολούθως θὰ ἐκλεγοῦν οἱ ἀντιπρόεδροι, οἱ κοσμήτορες καὶ οἱ γραμματεῖς τῆς Βουλῆς. Ἡ κυβερνητικὴ πλειοψηφία θὰ ψηφίσῃ τὸν ὑποψήφιον τῆς Ἑνώσεως Κέντρου, ἐνῷ ἡ ἀξιωματικὴ ἀντιπολίτευσις θὰ ἀπόσχῃ τῆς ψηφοφορίας. Ἡ ΕΔΑ θὰ θέσῃ ὑποψηφιότητα χωριστά. Μετὰ τὴν ἐκλογὴν τοῦ προεδρείου ἡ Βουλὴ θὰ ἀναστείλῃ τὰς ἐργασίας της μέχρι τῆς συζητήσεως τοῦ προϋπολογισμοῦ.: [400, 256, 672, 396]
- article-insurance-strike: [1440, 1580, 1600, 1781]
- headline: Ο ΚΟΤΖΑΜΑΝΗΣ ΜΕΤΗΧΘΗ ΕΙΣ ΤΑΣ ΕΠΑΝΟΡΘΩΤΙΚΑΣ ΦΥΛΑΚΑΣ ΘΕΣΣΑΛΟΝΙΚΗΣ: [1037, 1844, 1231, 1886]
- headline: ΑΠΟΚΛΟΠΗ ΜΕΙΩΣΙΣ ΤΗΣ ΤΙΜΗΣ ΤΩΝ ΦΑΡΜΑΚΩΝ: [253, 1625, 377, 1648]
